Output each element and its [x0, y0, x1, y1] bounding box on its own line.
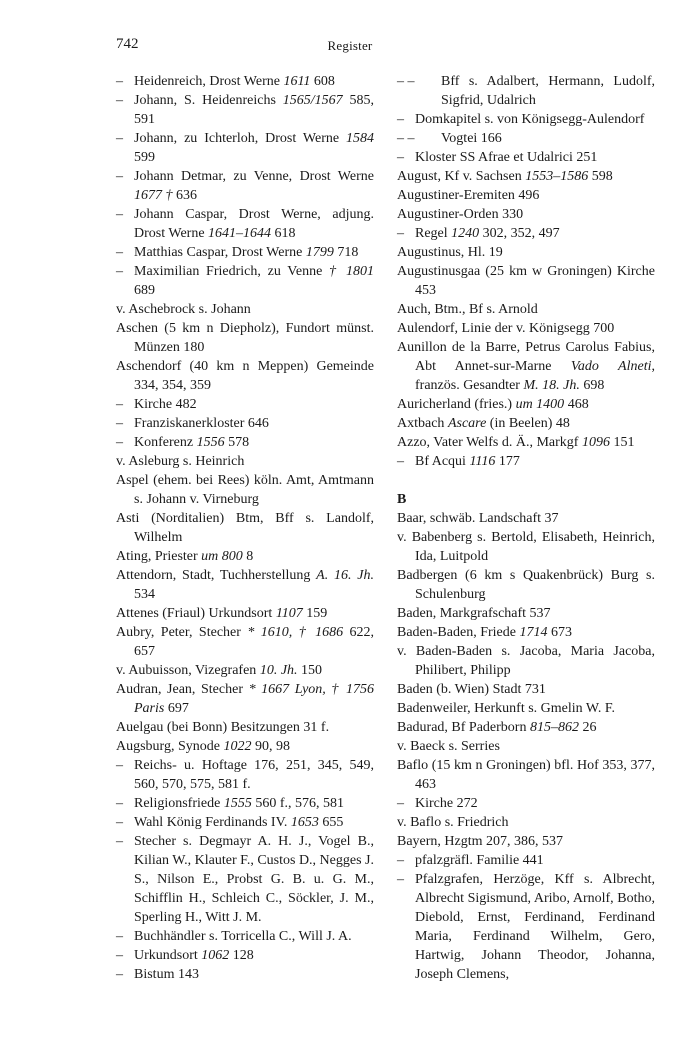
entry-dash: – — [397, 150, 404, 165]
index-entry — [116, 965, 374, 984]
entry-text: Matthias Caspar, Drost Werne 1799 718 — [134, 245, 359, 260]
entry-text: Kirche 482 — [134, 397, 197, 412]
index-entry — [116, 262, 374, 300]
entry-text: v. Aubuisson, Vizegrafen 10. Jh. 150 — [116, 663, 323, 678]
entry-text: Azzo, Vater Welfs d. Ä., Markgf 1096 151 — [397, 435, 635, 450]
index-entry — [397, 870, 655, 984]
index-entry — [397, 642, 655, 680]
entry-dash: – — [116, 93, 123, 108]
index-entry — [116, 205, 374, 243]
index-entry — [116, 566, 374, 604]
entry-dash: – — [116, 74, 123, 89]
index-entry — [116, 129, 374, 167]
entry-text: Baden (b. Wien) Stadt 731 — [397, 682, 546, 697]
entry-text: Vogtei 166 — [441, 131, 502, 146]
entry-text: Johann, S. Heidenreichs 1565/1567 585, 591 — [134, 93, 374, 127]
index-entry — [116, 72, 374, 91]
entry-text: Bistum 143 — [134, 967, 199, 982]
index-entry — [397, 300, 655, 319]
entry-text: Augsburg, Synode 1022 90, 98 — [116, 739, 290, 754]
index-entry — [397, 167, 655, 186]
index-entry — [116, 927, 374, 946]
index-column-left — [116, 72, 374, 984]
entry-text: Aubry, Peter, Stecher * 1610, † 1686 622, 657 — [116, 625, 374, 659]
entry-text: Ating, Priester um 800 8 — [116, 549, 254, 564]
entry-text: Aschendorf (40 km n Meppen) Gemeinde 334, 354, 359 — [116, 359, 374, 393]
entry-text: Axtbach Ascare (in Beelen) 48 — [397, 416, 570, 431]
section-heading: B — [397, 492, 407, 507]
entry-dash: – — [116, 815, 123, 830]
entry-dash: – — [397, 112, 404, 127]
index-entry — [397, 737, 655, 756]
index-entry — [116, 547, 374, 566]
entry-text: Aspel (ehem. bei Rees) köln. Amt, Amtmann s. Johann v. Virneburg — [116, 473, 374, 507]
index-entry — [397, 623, 655, 642]
entry-text: Johann Detmar, zu Venne, Drost Werne 1677 † 636 — [134, 169, 374, 203]
index-entry — [116, 813, 374, 832]
entry-text: Augustiner-Orden 330 — [397, 207, 524, 222]
entry-dash: – — [116, 264, 123, 279]
entry-text: Auelgau (bei Bonn) Besitzungen 31 f. — [116, 720, 330, 735]
entry-text: Augustinusgaa (25 km w Groningen) Kirche 453 — [397, 264, 655, 298]
entry-dash: – — [397, 454, 404, 469]
index-entry — [116, 509, 374, 547]
entry-dash: – — [116, 131, 123, 146]
entry-text: Reichs- u. Hoftage 176, 251, 345, 549, 560, 570, 575, 581 f. — [134, 758, 374, 792]
entry-text: Johann, zu Ichterloh, Drost Werne 1584 599 — [134, 131, 374, 165]
entry-dash: – — [116, 796, 123, 811]
index-entry — [116, 433, 374, 452]
index-entry — [116, 756, 374, 794]
entry-text: Augustinus, Hl. 19 — [397, 245, 503, 260]
entry-text: Baden, Markgrafschaft 537 — [397, 606, 551, 621]
entry-text: pfalzgräfl. Familie 441 — [415, 853, 544, 868]
index-entry — [116, 167, 374, 205]
entry-dash: – — [397, 796, 404, 811]
index-entry — [397, 414, 655, 433]
entry-text: Badurad, Bf Paderborn 815–862 26 — [397, 720, 597, 735]
entry-dash: – — [116, 245, 123, 260]
index-entry — [397, 205, 655, 224]
index-entry — [116, 737, 374, 756]
index-entry — [116, 395, 374, 414]
index-entry — [116, 832, 374, 927]
entry-text: Pfalzgrafen, Herzöge, Kff s. Albrecht, Albrecht Sigismund, Aribo, Arnolf, Botho, Diebold, Ernst, Ferdinand, Ferdinand Maria, Ferdinand Wilhelm, Gero, Hartwig, Johann Theodor, Johanna, Joseph Clemens, — [415, 872, 655, 982]
entry-text: v. Asleburg s. Heinrich — [116, 454, 245, 469]
entry-text: Baflo (15 km n Groningen) bfl. Hof 353, 377, 463 — [397, 758, 655, 792]
index-entry — [397, 319, 655, 338]
index-entry — [116, 946, 374, 965]
entry-text: v. Baden-Baden s. Jacoba, Maria Jacoba, Philibert, Philipp — [397, 644, 655, 678]
entry-text: Aunillon de la Barre, Petrus Carolus Fabius, Abt Annet-sur-Marne Vado Alneti, französ. Gesandter M. 18. Jh. 698 — [397, 340, 655, 393]
entry-text: Aulendorf, Linie der v. Königsegg 700 — [397, 321, 615, 336]
index-entry — [397, 110, 655, 129]
entry-dash: – — [116, 948, 123, 963]
index-entry — [397, 756, 655, 794]
index-entry — [397, 794, 655, 813]
index-entry — [397, 224, 655, 243]
entry-text: Baden-Baden, Friede 1714 673 — [397, 625, 572, 640]
index-entry — [397, 129, 655, 148]
entry-text: v. Aschebrock s. Johann — [116, 302, 251, 317]
entry-text: Johann Caspar, Drost Werne, adjung. Drost Werne 1641–1644 618 — [134, 207, 374, 241]
entry-text: Buchhändler s. Torricella C., Will J. A. — [134, 929, 352, 944]
entry-dash: – — [116, 967, 123, 982]
entry-text: Attendorn, Stadt, Tuchherstellung A. 16. Jh. 534 — [116, 568, 375, 602]
entry-dash: – — [397, 226, 404, 241]
entry-text: Kloster SS Afrae et Udalrici 251 — [415, 150, 598, 165]
index-entry — [116, 357, 374, 395]
index-entry — [116, 680, 374, 718]
entry-dash: – — [116, 207, 123, 222]
entry-text: Konferenz 1556 578 — [134, 435, 250, 450]
index-entry — [397, 509, 655, 528]
entry-dash: – — [116, 169, 123, 184]
entry-text: Auch, Btm., Bf s. Arnold — [397, 302, 538, 317]
index-entry — [397, 528, 655, 566]
entry-text: Franziskanerkloster 646 — [134, 416, 269, 431]
index-entry — [397, 186, 655, 205]
entry-text: v. Baeck s. Serries — [397, 739, 500, 754]
index-entry — [116, 319, 374, 357]
entry-text: Regel 1240 302, 352, 497 — [415, 226, 560, 241]
entry-dash: – — [116, 834, 123, 849]
index-entry — [397, 699, 655, 718]
index-entry — [116, 452, 374, 471]
index-entry — [116, 661, 374, 680]
index-column-right — [397, 72, 655, 984]
entry-text: Stecher s. Degmayr A. H. J., Vogel B., Kilian W., Klauter F., Custos D., Negges J. S., Nilson E., Probst G. B. u. G. M., Schifflin H., Schleich C., Söckler, J. M., Sperling H., Witt J. M. — [134, 834, 374, 925]
entry-text: Religionsfriede 1555 560 f., 576, 581 — [134, 796, 344, 811]
index-entry — [116, 718, 374, 737]
entry-text: Kirche 272 — [415, 796, 478, 811]
index-entry — [397, 395, 655, 414]
entry-dash: – — [397, 872, 404, 887]
index-entry — [116, 300, 374, 319]
running-head: Register — [327, 38, 373, 53]
entry-text: Attenes (Friaul) Urkundsort 1107 159 — [116, 606, 328, 621]
entry-text: v. Baflo s. Friedrich — [397, 815, 509, 830]
entry-dash: – — [116, 929, 123, 944]
entry-text: v. Babenberg s. Bertold, Elisabeth, Heinrich, Ida, Luitpold — [397, 530, 655, 564]
entry-dash: – — [397, 853, 404, 868]
entry-text: Audran, Jean, Stecher * 1667 Lyon, † 1756 Paris 697 — [116, 682, 374, 716]
index-entry — [116, 471, 374, 509]
entry-text: Heidenreich, Drost Werne 1611 608 — [134, 74, 335, 89]
index-entry — [397, 832, 655, 851]
entry-text: Maximilian Friedrich, zu Venne † 1801 689 — [134, 264, 374, 298]
index-entry — [116, 414, 374, 433]
entry-text: Aschen (5 km n Diepholz), Fundort münst. Münzen 180 — [116, 321, 374, 355]
index-entry — [397, 72, 655, 110]
index-entry — [397, 338, 655, 395]
index-entry — [397, 851, 655, 870]
entry-text: Bff s. Adalbert, Hermann, Ludolf, Sigfrid, Udalrich — [441, 74, 655, 108]
index-entry — [397, 604, 655, 623]
entry-dash: – – — [397, 74, 415, 89]
entry-text: Wahl König Ferdinands IV. 1653 655 — [134, 815, 344, 830]
index-entry — [397, 813, 655, 832]
index-entry — [397, 243, 655, 262]
entry-text: Bayern, Hzgtm 207, 386, 537 — [397, 834, 564, 849]
entry-text: Badenweiler, Herkunft s. Gmelin W. F. — [397, 701, 616, 716]
entry-text: Baar, schwäb. Landschaft 37 — [397, 511, 559, 526]
entry-dash: – — [116, 397, 123, 412]
entry-text: Urkundsort 1062 128 — [134, 948, 254, 963]
entry-dash: – — [116, 435, 123, 450]
entry-text: Auricherland (fries.) um 1400 468 — [397, 397, 589, 412]
index-entry — [397, 262, 655, 300]
index-entry — [116, 243, 374, 262]
entry-dash: – – — [397, 131, 415, 146]
index-entry — [397, 148, 655, 167]
index-entry — [397, 680, 655, 699]
entry-dash: – — [116, 758, 123, 773]
index-entry — [116, 91, 374, 129]
entry-text: Asti (Norditalien) Btm, Bff s. Landolf, Wilhelm — [116, 511, 374, 545]
entry-text: August, Kf v. Sachsen 1553–1586 598 — [397, 169, 613, 184]
index-entry — [116, 794, 374, 813]
entry-text: Domkapitel s. von Königsegg-Aulendorf — [415, 112, 645, 127]
entry-text: Bf Acqui 1116 177 — [415, 454, 520, 469]
index-entry — [116, 604, 374, 623]
entry-text: Augustiner-Eremiten 496 — [397, 188, 540, 203]
entry-dash: – — [116, 416, 123, 431]
entry-text: Badbergen (6 km s Quakenbrück) Burg s. Schulenburg — [397, 568, 655, 602]
index-entry — [397, 452, 655, 471]
index-entry — [116, 623, 374, 661]
index-entry — [397, 566, 655, 604]
page-number: 742 — [116, 36, 139, 52]
index-entry — [397, 718, 655, 737]
index-entry — [397, 433, 655, 452]
